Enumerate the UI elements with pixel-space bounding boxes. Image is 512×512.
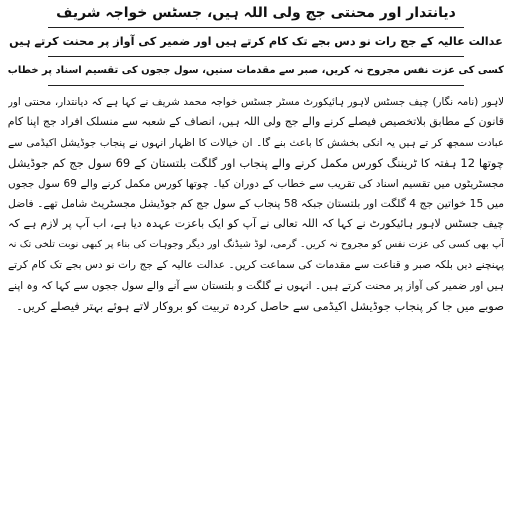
article-line: لاہور (نامہ نگار) چیف جسٹس لاہور ہائیکورٹ مسٹر جسٹس خواجہ محمد شریف نے کہا ہے کہ دیانتدار، محنتی اور: [8, 96, 504, 108]
headline-divider-2: [48, 56, 464, 57]
article-line: میں 15 خواتین جج 4 گلگت اور بلتستان جبکہ 58 پنجاب کے سول جج کم جوڈیشل مجسٹریٹ شامل تھے۔ فاضل: [8, 196, 504, 210]
headline-divider-1: [48, 27, 464, 28]
headline-2: عدالت عالیہ کے جج رات نو دس بجے تک کام کرتے ہیں اور ضمیر کی آواز پر محنت کرتے ہیں: [9, 35, 503, 48]
article-line: ہیں اور ضمیر کی آواز پر محنت کرتے ہیں۔ انہوں نے گلگت و بلتستان سے آنے والے سول ججوں سے کہا کہ وہ اپنے: [8, 279, 504, 292]
article-line: چیف جسٹس لاہور ہائیکورٹ نے کہا کہ اللہ تعالی نے آپ کو ایک باعزت عہدہ دیا ہے، اب آپ پر لازم ہے کہ: [8, 217, 504, 231]
headline-3: کسی کی عزت نفس مجروح نہ کریں، صبر سے مقدمات سنیں، سول ججوں کی تقسیم اسناد پر خطاب: [8, 65, 504, 76]
article-line: مجسٹریٹوں میں تقسیم اسناد کی تقریب سے خطاب کے دوران کیا۔ چوتھا کورس مکمل کرنے والے 69 سول ججوں: [8, 177, 504, 190]
headline-block: [8, 4, 504, 86]
article-line: پہنچنے دیں بلکہ صبر و قناعت سے مقدمات کی سماعت کریں۔ عدالت عالیہ کے جج رات نو دس بجے تک کام کرتے: [8, 259, 504, 272]
article-line: صوبے میں جا کر پنجاب جوڈیشل اکیڈمی سے حاصل کردہ تربیت کو بروکار لاتے ہوئے بہتر فیصلے کریں۔: [16, 298, 504, 313]
article-body: [8, 92, 504, 316]
article-line: عبادت سمجھ کر تے ہیں یہ انکی بخشش کا باعث بنے گا۔ ان خیالات کا اظہار انہوں نے پنجاب جوڈیشل اکیڈمی سے: [8, 136, 504, 149]
headline-divider-3: [48, 85, 464, 86]
article-line: آپ بھی کسی کی عزت نفس کو مجروح نہ کریں۔ گرمی، لوڈ شیڈنگ اور دیگر وجوہات کی بناء پر کبھی نوبت تلخی تک نہ: [8, 238, 504, 250]
headline-1: دیانتدار اور محنتی جج ولی اللہ ہیں، جسٹس خواجہ شریف: [56, 5, 456, 21]
article-line: چوتھا 12 ہفتہ کا ٹریننگ کورس مکمل کرنے والے پنجاب اور گلگت بلتستان کے 69 سول جج کم جوڈیشل: [8, 156, 504, 171]
article-line: قانون کے مطابق بلاتخصیص فیصلے کرنے والے جج ولی اللہ ہیں، انصاف کے شعبہ سے منسلک افراد جج اپنا کام: [8, 115, 504, 129]
